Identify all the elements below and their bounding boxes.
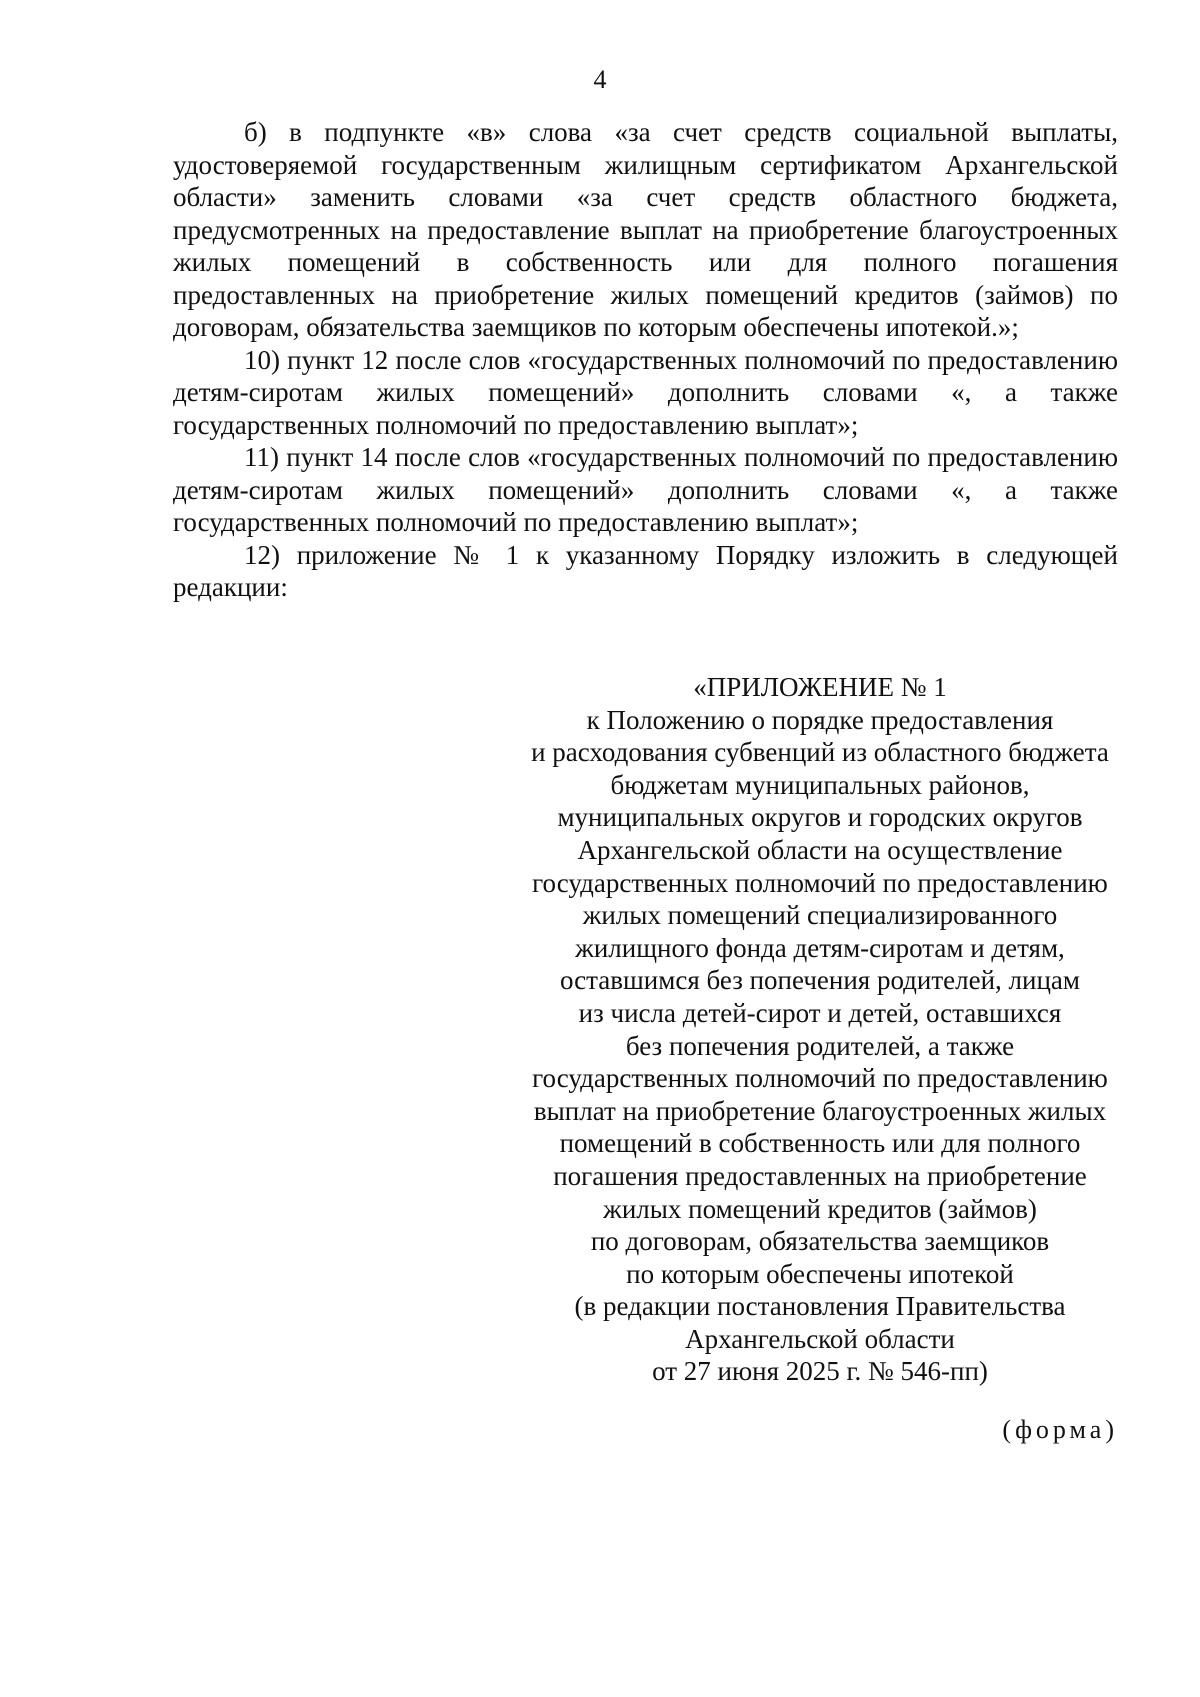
appendix-line: государственных полномочий по предоставлению xyxy=(532,1063,1108,1094)
appendix-line: по договорам, обязательства заемщиков xyxy=(590,1226,1050,1257)
appendix-line: Архангельской области xyxy=(685,1323,955,1354)
amendment-paragraph-12: 12) приложение № 1 к указанному Порядку изложить в следующей редакции: xyxy=(173,539,1118,602)
appendix-title: «ПРИЛОЖЕНИЕ № 1 xyxy=(693,672,947,702)
appendix-line: по которым обеспечены ипотекой xyxy=(626,1258,1014,1289)
appendix-line: жилых помещений специализированного xyxy=(582,900,1058,931)
appendix-line: без попечения родителей, а также xyxy=(625,1030,1015,1061)
appendix-line: из числа детей-сирот и детей, оставшихся xyxy=(578,997,1062,1028)
appendix-line: оставшимся без попечения родителей, лицам xyxy=(560,965,1080,996)
appendix-line: жилищного фонда детям-сиротам и детям, xyxy=(575,932,1065,963)
appendix-line: жилых помещений кредитов (займов) xyxy=(603,1193,1037,1224)
appendix-line: (в редакции постановления Правительства xyxy=(574,1291,1066,1322)
appendix-line: государственных полномочий по предоставлению xyxy=(532,867,1108,898)
appendix-line: бюджетам муниципальных районов, xyxy=(610,769,1030,800)
appendix-line: муниципальных округов и городских округов xyxy=(557,802,1083,833)
amendment-paragraph-b: б) в подпункте «в» слова «за счет средств социальной выплаты, удостоверяемой государственным жилищным сертификатом Архангельской области» заменить словами «за счет средств областного бюджета, предусмотренных на предоставление выплат на приобретение благоустроенных жилых помещений в собственность или для полного погашения предоставленных на приобретение жилых помещений кредитов (займов) по договорам, обязательства заемщиков по которым обеспечены ипотекой.»; xyxy=(173,117,1118,342)
amendment-paragraph-11: 11) пункт 14 после слов «государственных полномочий по предоставлению детям-сиротам жилых помещений» дополнить словами «, а также государственных полномочий по предоставлению выплат»; xyxy=(173,442,1118,537)
amendment-text xyxy=(173,116,1118,604)
appendix-line: к Положению о порядке предоставления xyxy=(586,704,1054,735)
appendix-line: выплат на приобретение благоустроенных жилых xyxy=(533,1095,1107,1126)
page-number: 4 xyxy=(593,65,607,94)
amendment-paragraph-10: 10) пункт 12 после слов «государственных полномочий по предоставлению детям-сиротам жилых помещений» дополнить словами «, а также государственных полномочий по предоставлению выплат»; xyxy=(173,344,1118,440)
appendix-line: погашения предоставленных на приобретение xyxy=(553,1160,1087,1191)
appendix-line: помещений в собственность или для полного xyxy=(559,1128,1081,1159)
appendix-line: Архангельской области на осуществление xyxy=(577,834,1063,865)
form-label: (форма) xyxy=(1002,1415,1118,1444)
appendix-line: от 27 июня 2025 г. № 546-пп) xyxy=(652,1356,988,1387)
appendix-header xyxy=(500,671,1140,1388)
appendix-line: и расходования субвенций из областного бюджета xyxy=(531,737,1109,768)
